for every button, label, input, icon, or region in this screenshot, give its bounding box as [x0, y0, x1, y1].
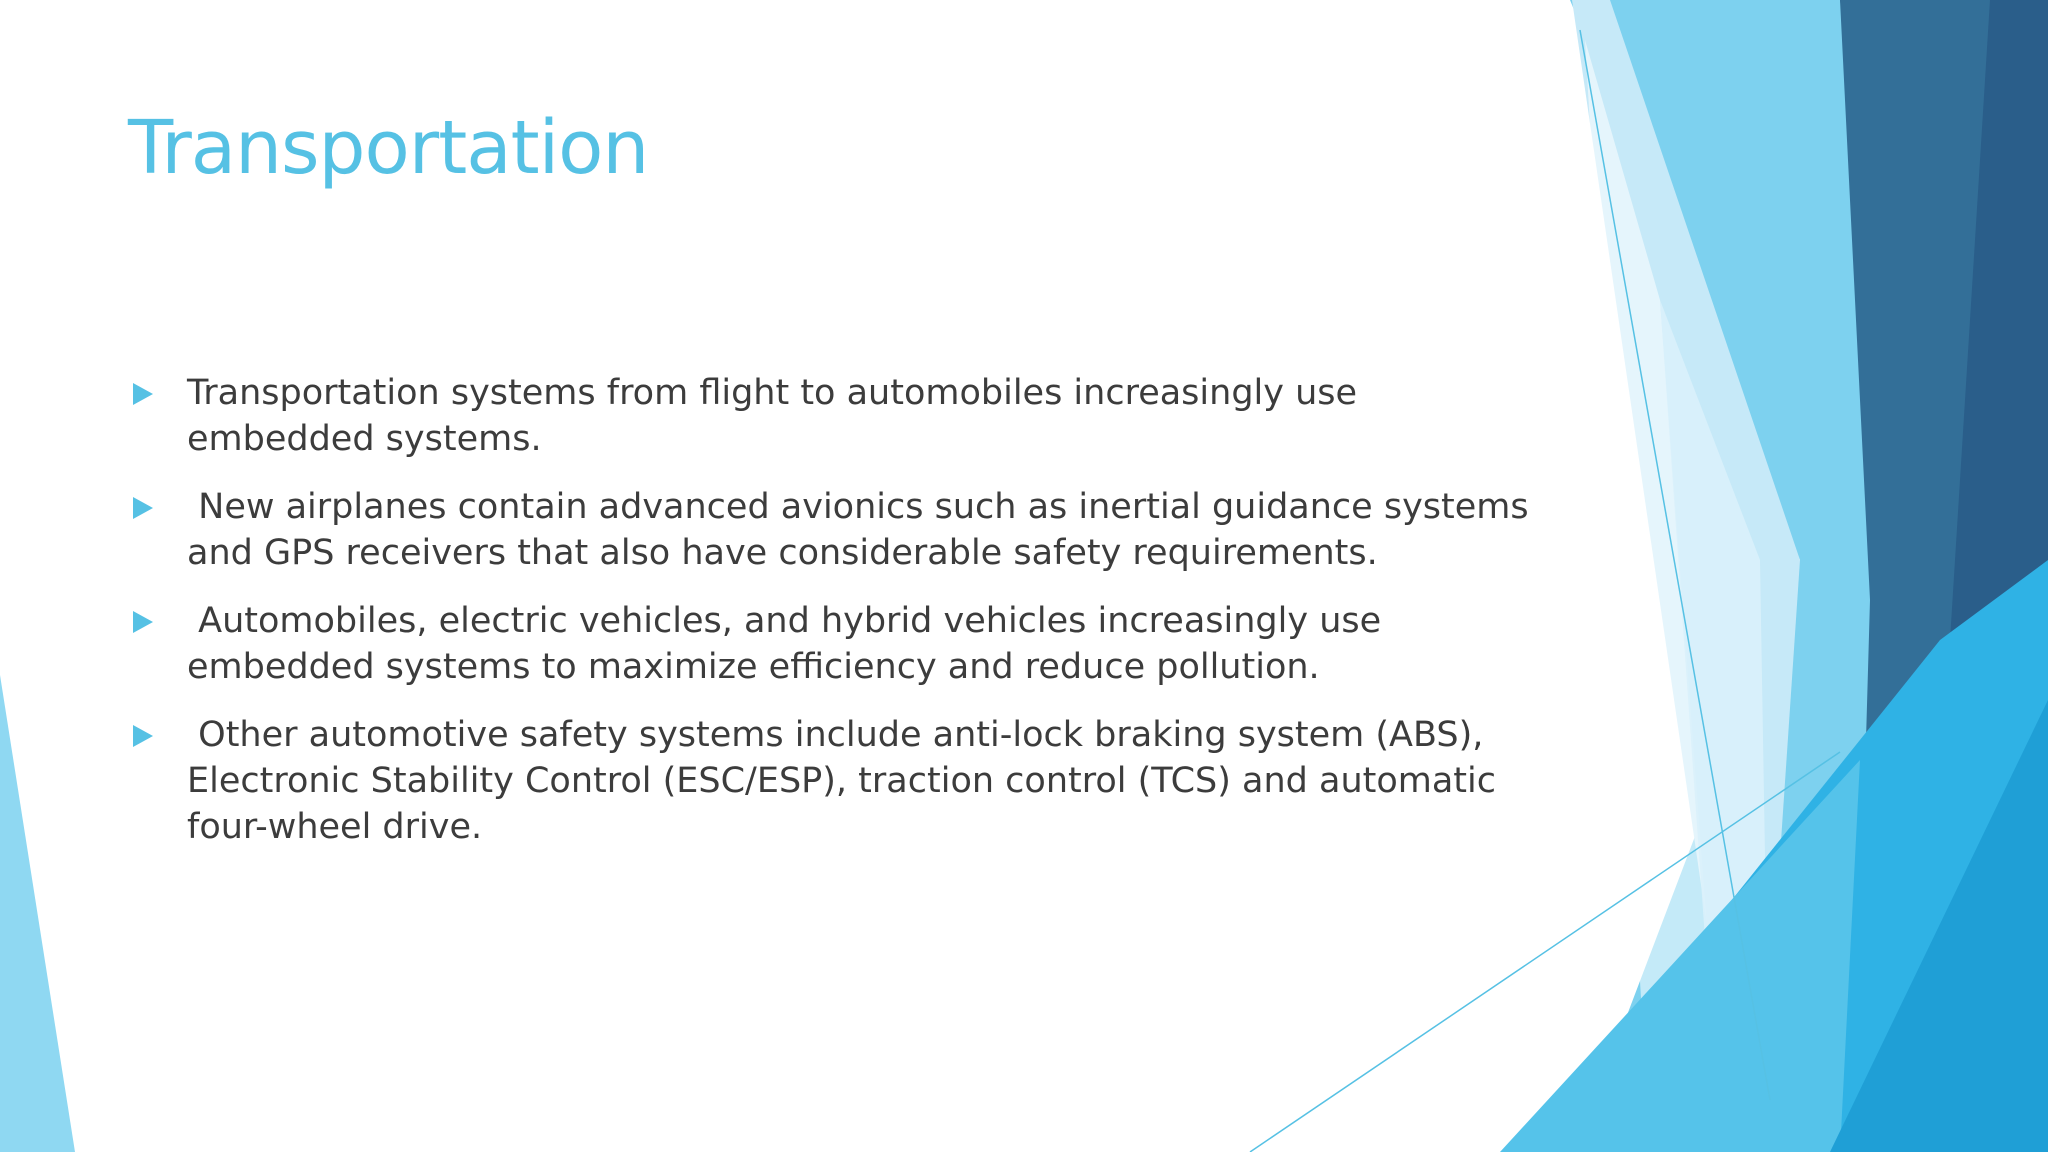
bullet-text: New airplanes contain advanced avionics such as inertial guidance systems and GPS receivers that also have considerable safety requirements. — [187, 487, 1540, 573]
triangle-right-icon — [133, 383, 153, 405]
bullet-text: Other automotive safety systems include anti-lock braking system (ABS), Electronic Stability Control (ESC/ESP), traction control (TCS) and automatic four-wheel drive. — [187, 715, 1508, 847]
bullet-text: Transportation systems from flight to automobiles increasingly use embedded systems. — [187, 373, 1369, 459]
bullet-text: Automobiles, electric vehicles, and hybrid vehicles increasingly use embedded systems to maximize efficiency and reduce pollution. — [187, 601, 1393, 687]
bullet-item — [130, 598, 1540, 690]
slide-title: Transportation — [128, 105, 649, 191]
bullet-item — [130, 484, 1540, 576]
left-edge-shape — [0, 675, 75, 1152]
bullet-list — [130, 370, 1540, 872]
triangle-right-icon — [133, 725, 153, 747]
bullet-item — [130, 712, 1540, 850]
triangle-right-icon — [133, 497, 153, 519]
bullet-item — [130, 370, 1540, 462]
triangle-right-icon — [133, 611, 153, 633]
